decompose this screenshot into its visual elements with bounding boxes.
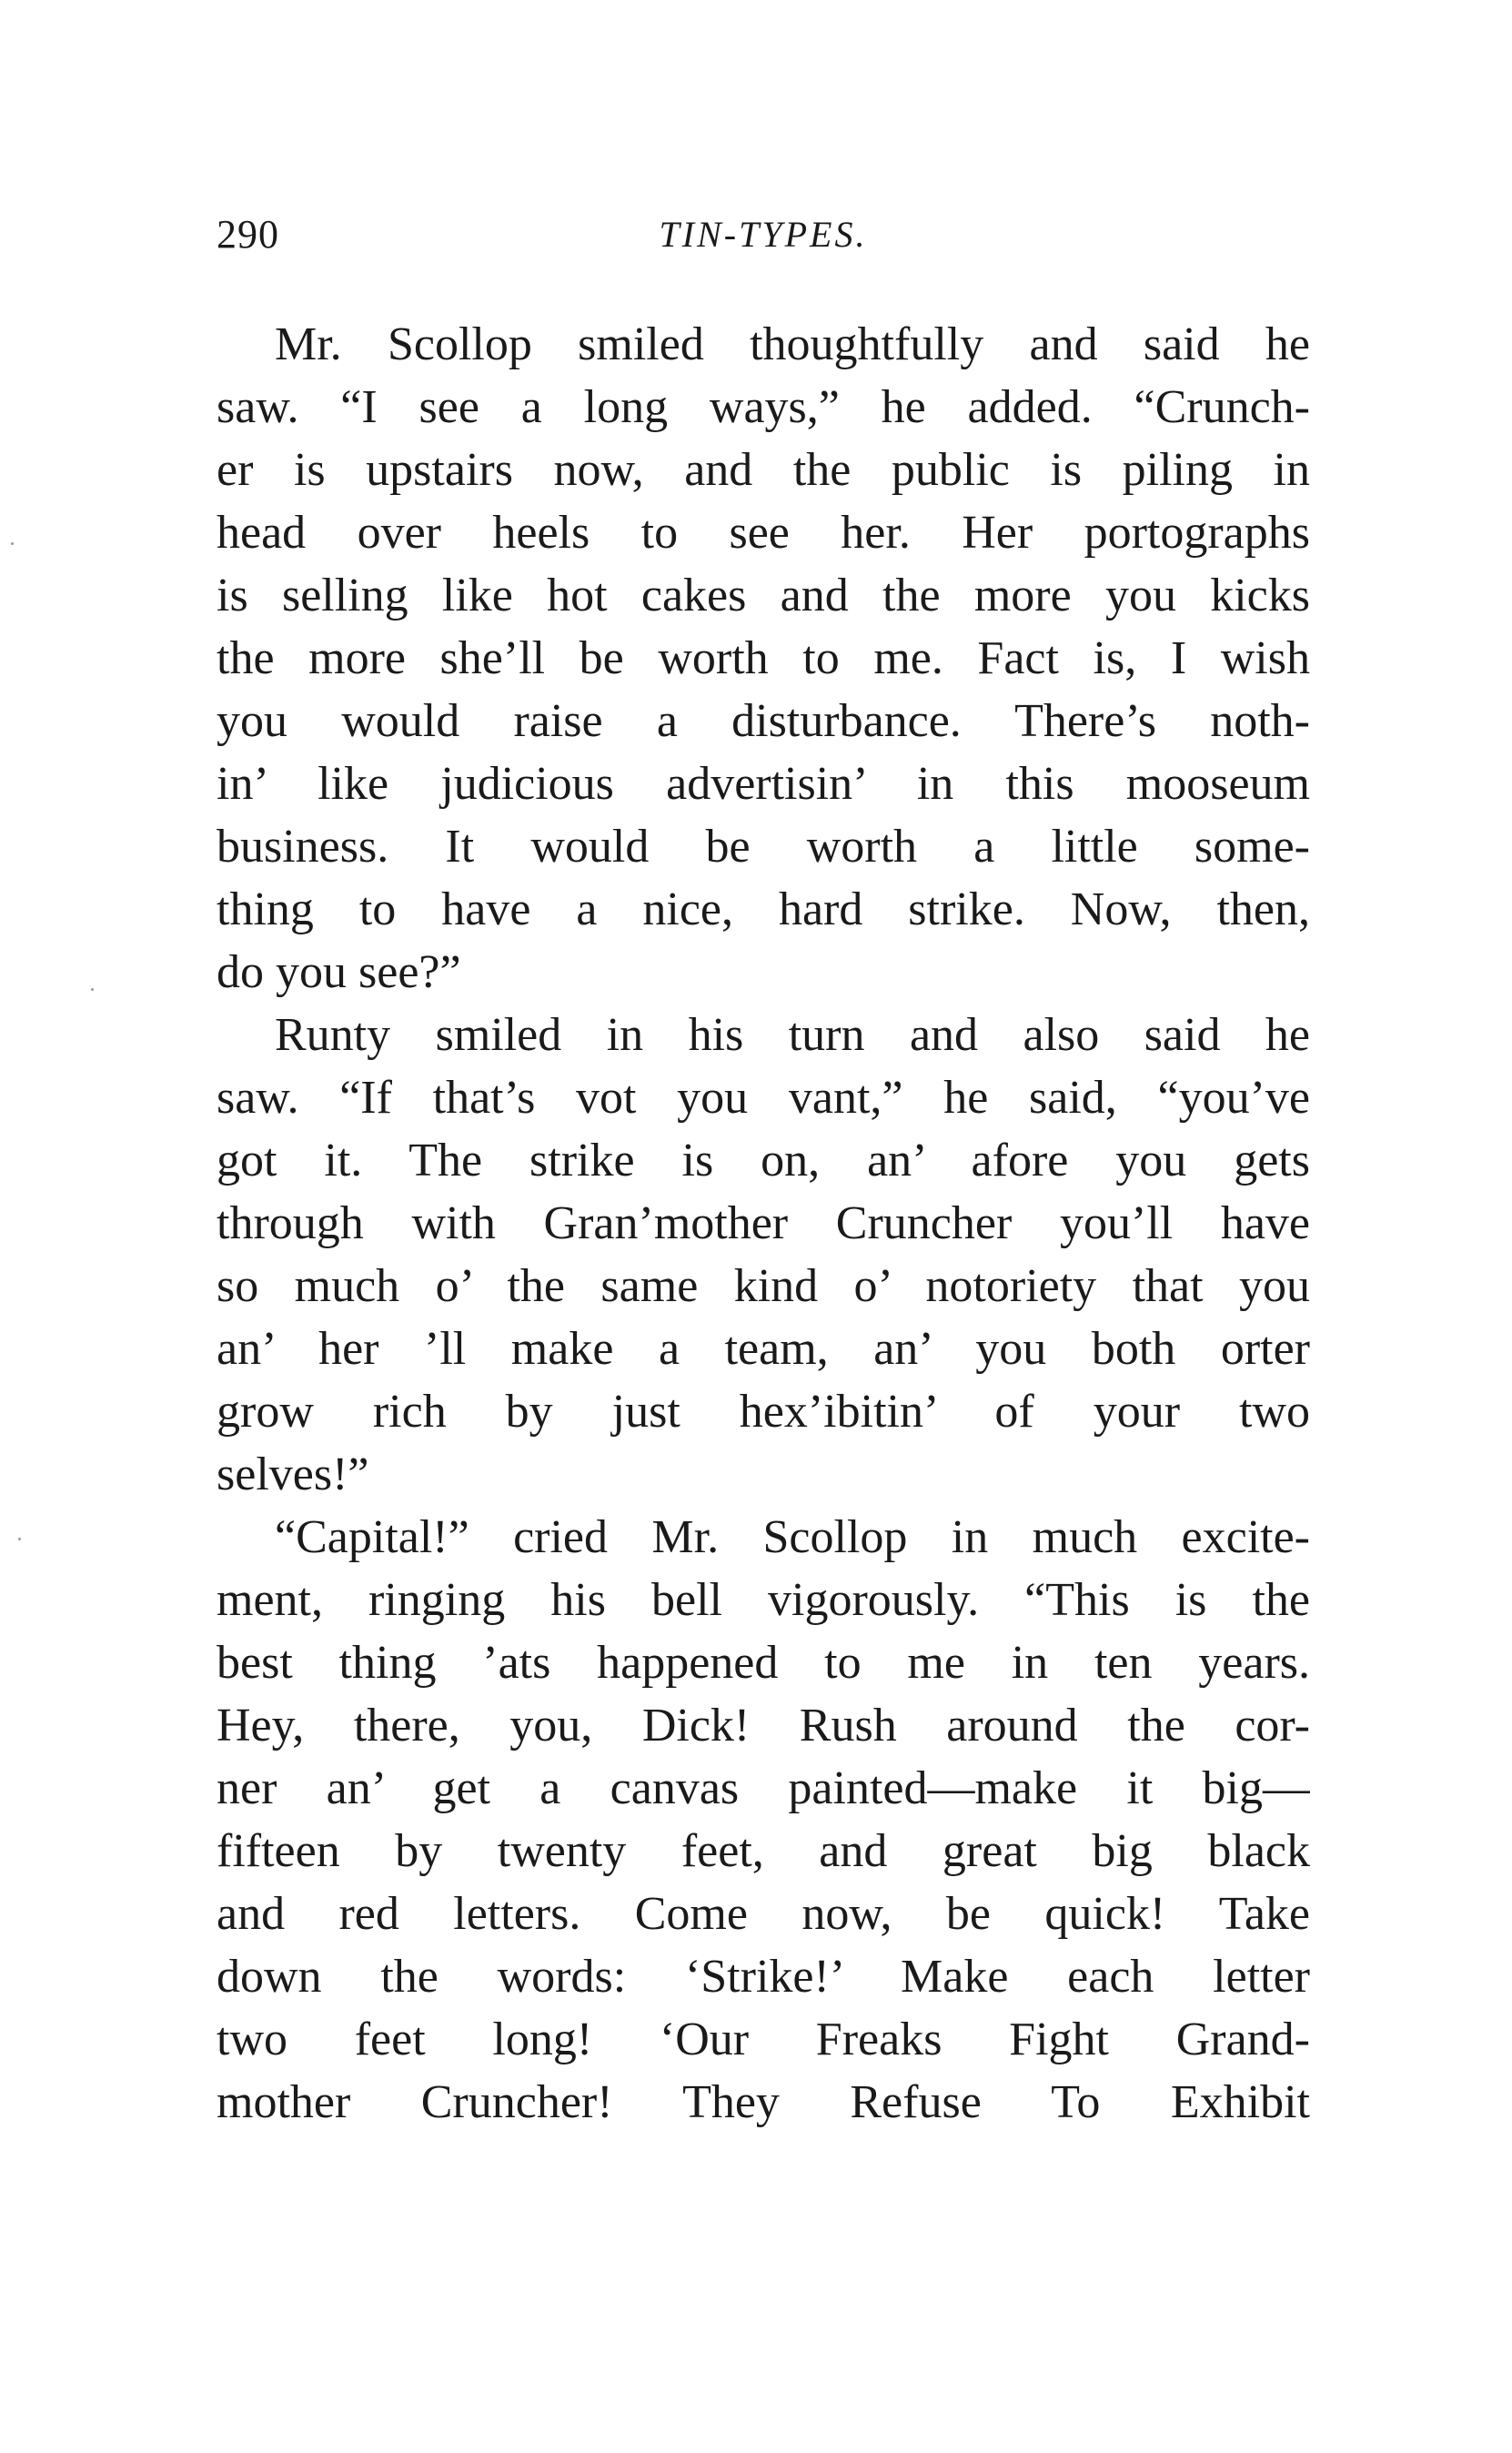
text-line: in’ like judicious advertisin’ in this mooseum bbox=[217, 758, 1310, 810]
text-line: business. It would be worth a little some- bbox=[217, 821, 1310, 873]
text-line: an’ her ’ll make a team, an’ you both orter bbox=[217, 1323, 1310, 1375]
page-number: 290 bbox=[217, 212, 279, 257]
text-line: is selling like hot cakes and the more you kicks bbox=[217, 570, 1310, 621]
text-line: thing to have a nice, hard strike. Now, then, bbox=[217, 883, 1310, 935]
text-line: and red letters. Come now, be quick! Take bbox=[217, 1888, 1310, 1940]
running-head bbox=[217, 207, 1310, 262]
text-line: saw. “I see a long ways,” he added. “Crunch- bbox=[217, 381, 1310, 433]
text-line: two feet long! ‘Our Freaks Fight Grand- bbox=[217, 2014, 1310, 2065]
text-line: the more she’ll be worth to me. Fact is, I wish bbox=[217, 632, 1310, 684]
text-line: saw. “If that’s vot you vant,” he said, “you’ve bbox=[217, 1072, 1310, 1124]
text-line: mother Cruncher! They Refuse To Exhibit bbox=[217, 2076, 1310, 2128]
margin-speck bbox=[18, 1538, 21, 1540]
text-line: got it. The strike is on, an’ afore you gets bbox=[217, 1135, 1310, 1186]
text-line: selves!” bbox=[217, 1449, 369, 1500]
text-line: so much o’ the same kind o’ notoriety that you bbox=[217, 1260, 1310, 1312]
text-line: ner an’ get a canvas painted—make it big— bbox=[217, 1762, 1310, 1814]
text-line: best thing ’ats happened to me in ten years. bbox=[217, 1637, 1310, 1689]
running-title: TIN-TYPES. bbox=[659, 214, 868, 255]
text-line: fifteen by twenty feet, and great big black bbox=[217, 1825, 1310, 1877]
body-text bbox=[217, 313, 1310, 2134]
text-line: through with Gran’mother Cruncher you’ll have bbox=[217, 1197, 1310, 1249]
margin-speck bbox=[91, 988, 94, 991]
text-line: down the words: ‘Strike!’ Make each letter bbox=[217, 1951, 1310, 2003]
text-line: you would raise a disturbance. There’s noth- bbox=[217, 695, 1310, 747]
margin-speck bbox=[11, 542, 14, 545]
text-line: Mr. Scollop smiled thoughtfully and said he bbox=[275, 318, 1310, 370]
text-line: do you see?” bbox=[217, 946, 461, 998]
text-line: grow rich by just hex’ibitin’ of your two bbox=[217, 1386, 1310, 1438]
text-line: “Capital!” cried Mr. Scollop in much excite- bbox=[275, 1511, 1310, 1563]
text-line: head over heels to see her. Her portographs bbox=[217, 507, 1310, 559]
text-line: er is upstairs now, and the public is piling in bbox=[217, 444, 1310, 496]
text-line: Hey, there, you, Dick! Rush around the cor- bbox=[217, 1700, 1310, 1751]
text-line: ment, ringing his bell vigorously. “This is the bbox=[217, 1574, 1310, 1626]
text-line: Runty smiled in his turn and also said he bbox=[275, 1009, 1310, 1061]
